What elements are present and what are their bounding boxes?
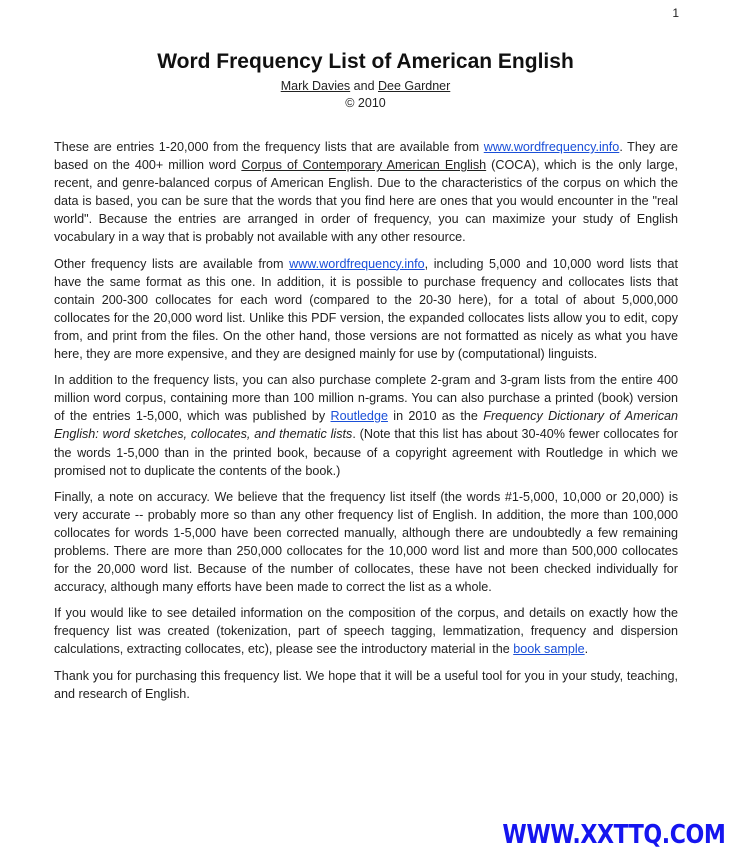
authors-line — [0, 79, 731, 93]
paragraph-thanks: Thank you for purchasing this frequency list. We hope that it will be a useful tool for you in your study, teaching, and research of English. — [54, 668, 678, 701]
page-number: 1 — [672, 6, 679, 20]
paragraph-accuracy: Finally, a note on accuracy. We believe that the frequency list itself (the words #1-5,000, 10,000 or 20,000) is very accurate -- probably more so than any other frequency list of English. In addition, the more than 100,000 collocates for words 1-5,000 have been corrected manually, although there are undoubtedly a few remaining problems. There are more than 250,000 collocates for the 10,000 word list and more than 500,000 collocates for the 20,000 word list. Because of the number of collocates, these have not been checked individually for accuracy, although many efforts have been made to correct the list as a whole. — [54, 489, 678, 595]
page-title: Word Frequency List of American English — [157, 50, 574, 73]
book-sample-link[interactable]: book sample — [513, 642, 585, 657]
coca-corpus-name: Corpus of Contemporary American English — [241, 158, 487, 173]
copyright: © 2010 — [345, 96, 386, 110]
paragraph-composition: If you would like to see detailed information on the composition of the corpus, and details on exactly how the frequency list was created (tokenization, part of speech tagging, lemmatization, frequency and dispersion calculations, extracting collocates, etc), please see the introductory material in the book sample. — [54, 606, 678, 657]
paragraph-intro: These are entries 1-20,000 from the frequency lists that are available from www.wordfrequency.info. They are based on the 400+ million word Corpus of Contemporary American English (COCA), which is the only large, recent, and genre-balanced corpus of American English. Due to the characteristics of the corpus on which the data is based, you can be sure that the words that you find here are ones that you would encounter in the "real world". Because the entries are arranged in order of frequency, you can maximize your study of English vocabulary in a way that is probably not available with any other resource. — [54, 140, 678, 245]
wordfrequency-link-2[interactable]: www.wordfrequency.info — [289, 256, 425, 271]
body-text — [54, 138, 678, 711]
author-dee-gardner: Dee Gardner — [378, 79, 451, 93]
routledge-link[interactable]: Routledge — [330, 409, 388, 424]
author-mark-davies: Mark Davies — [280, 79, 351, 93]
paragraph-ngrams: In addition to the frequency lists, you can also purchase complete 2-gram and 3-gram lists from the entire 400 million word corpus, containing more than 100 million n-grams. You can also purchase a printed (book) version of the entries 1-5,000, which was published by Routledge in 2010 as the Frequency Dictionary of American English: word sketches, collocates, and thematic lists. (Note that this list has about 30-40% fewer collocates for the words 1-5,000 than in the printed book, because of a copyright agreement with Routledge in which we promised not to duplicate the contents of the book.) — [54, 373, 678, 478]
authors-conjunction: and — [353, 79, 375, 93]
watermark: WWW.XXTTQ.COM — [501, 820, 725, 850]
paragraph-other-lists: Other frequency lists are available from www.wordfrequency.info, including 5,000 and 10,000 word lists that have the same format as this one. In addition, it is possible to purchase frequency and collocates lists that contain 200-300 collocates for each word (compared to the 20-30 here), for a total of about 5,000,000 collocates for the 20,000 word list. Unlike this PDF version, the expanded collocates lists allow you to edit, copy from, and print from the files. On the other hand, those versions are not formatted as nicely as what you have here, they are more expensive, and they are designed mainly for use by (computational) linguists. — [54, 256, 678, 362]
book-title: Frequency Dictionary of American English: word sketches, collocates, and thematic lists — [54, 409, 678, 442]
wordfrequency-link[interactable]: www.wordfrequency.info — [483, 140, 620, 154]
